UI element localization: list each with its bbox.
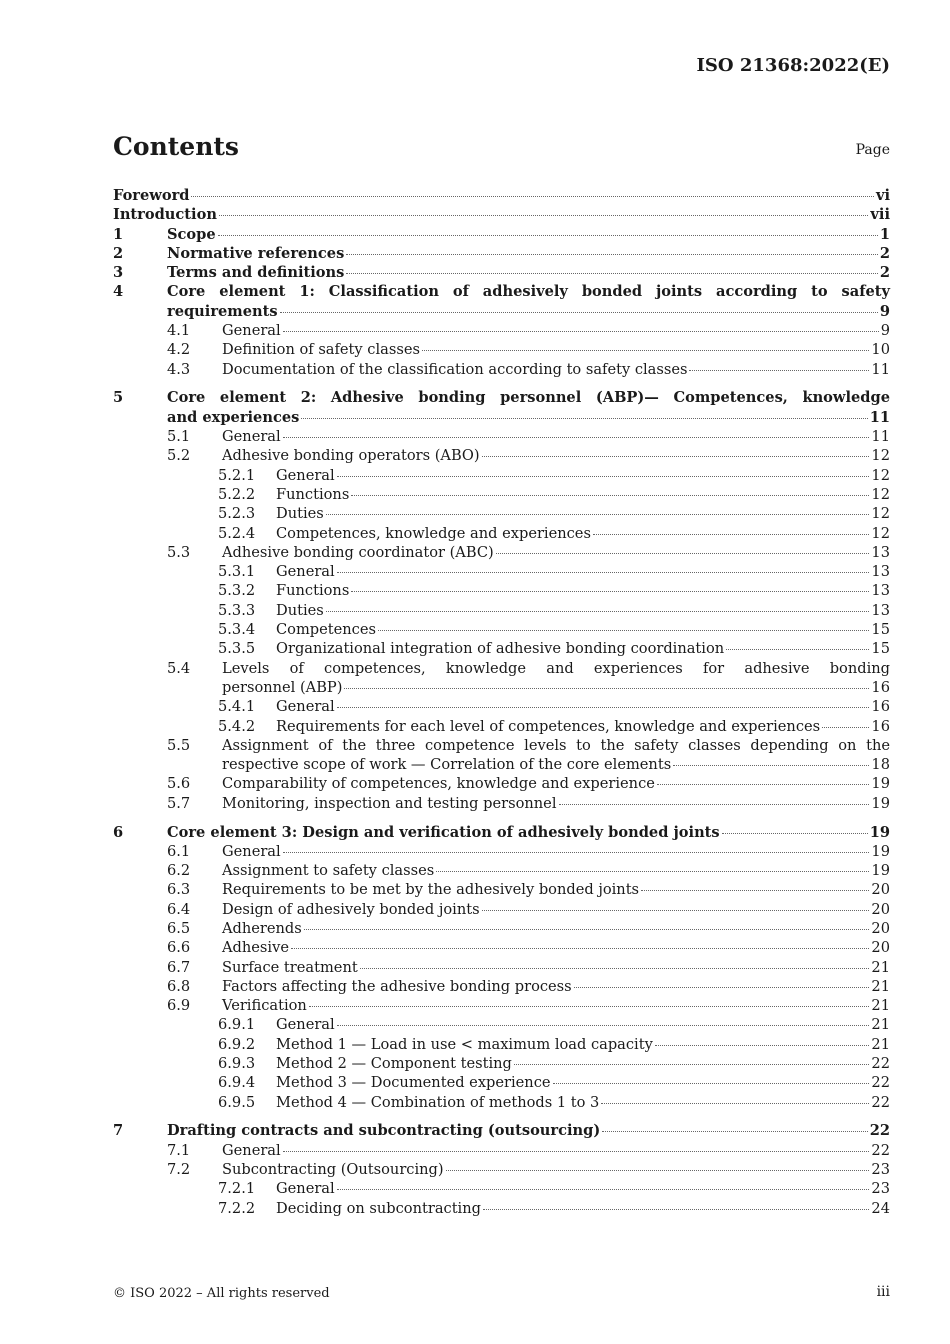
toc-entry[interactable] xyxy=(113,1073,890,1092)
toc-entry[interactable] xyxy=(113,1160,890,1179)
toc-entry[interactable] xyxy=(113,938,890,957)
toc-entry-title: Competences, knowledge and experiences xyxy=(276,524,591,542)
toc-entry-page: 21 xyxy=(871,958,890,976)
toc-entry-title: personnel (ABP) xyxy=(222,678,343,696)
toc-entry-title: Organizational integration of adhesive bonding coordination xyxy=(276,640,725,658)
toc-entry-page: 13 xyxy=(871,563,890,581)
toc-entry-page: 22 xyxy=(871,1093,890,1111)
toc-entry-number: 5.5 xyxy=(167,736,191,754)
toc-entry[interactable] xyxy=(113,717,890,736)
toc-entry[interactable] xyxy=(113,1035,890,1054)
toc-entry[interactable] xyxy=(113,620,890,639)
toc-entry-page: vii xyxy=(870,206,890,224)
toc-entry-page: 15 xyxy=(871,640,890,658)
toc-entry-title-line: Assignment of the three competence levels to the safety classes depending on the xyxy=(222,736,890,754)
toc-entry-title: Duties xyxy=(276,505,324,523)
toc-entry-number: 1 xyxy=(113,225,124,243)
toc-entry-page: 16 xyxy=(871,678,890,696)
toc-entry-page: 13 xyxy=(871,582,890,600)
dot-leader xyxy=(283,852,870,853)
toc-entry-title: Adhesive xyxy=(222,939,289,957)
dot-leader xyxy=(291,948,869,949)
toc-entry-number: 5.3.4 xyxy=(218,621,256,639)
toc-entry-title: Deciding on subcontracting xyxy=(276,1199,481,1217)
toc-entry-title: Scope xyxy=(167,225,216,243)
toc-entry-title: Comparability of competences, knowledge and experience xyxy=(222,775,655,793)
toc-entry-page: 13 xyxy=(871,601,890,619)
toc-entry[interactable] xyxy=(113,919,890,938)
toc-entry-page: 20 xyxy=(871,900,890,918)
toc-entry-page: 19 xyxy=(871,775,890,793)
toc-entry-number: 6.2 xyxy=(167,862,191,880)
dot-leader xyxy=(337,572,870,573)
toc-entry[interactable] xyxy=(113,823,890,842)
toc-entry-title: Functions xyxy=(276,582,350,600)
toc-entry-title: Drafting contracts and subcontracting (outsourcing) xyxy=(167,1122,601,1140)
toc-entry-number: 6.5 xyxy=(167,919,191,937)
toc-entry-title: Foreword xyxy=(113,187,190,204)
dot-leader xyxy=(601,1103,869,1104)
toc-entry[interactable] xyxy=(113,861,890,880)
toc-entry[interactable] xyxy=(113,504,890,523)
dot-leader xyxy=(283,437,870,438)
dot-leader xyxy=(326,611,870,612)
page-title: Contents xyxy=(113,132,240,161)
toc-entry-number: 5.2.4 xyxy=(218,524,256,542)
dot-leader xyxy=(337,1189,870,1190)
toc-entry-page: 15 xyxy=(871,621,890,639)
dot-leader xyxy=(304,929,870,930)
toc-entry[interactable] xyxy=(113,427,890,446)
page-number: iii xyxy=(876,1284,890,1300)
toc-entry-page: 23 xyxy=(871,1180,890,1198)
toc-entry[interactable] xyxy=(113,697,890,716)
toc-entry-page: 22 xyxy=(871,1055,890,1073)
dot-leader xyxy=(219,215,868,216)
toc-entry-page: 24 xyxy=(871,1199,890,1217)
dot-leader xyxy=(337,707,870,708)
toc-entry[interactable] xyxy=(113,562,890,581)
toc-entry-title: Definition of safety classes xyxy=(222,341,420,359)
toc-entry-title: Assignment to safety classes xyxy=(222,862,435,880)
dot-leader xyxy=(574,987,870,988)
dot-leader xyxy=(726,649,869,650)
dot-leader xyxy=(482,456,870,457)
toc-entry-title: General xyxy=(276,1016,335,1034)
toc-entry[interactable] xyxy=(113,774,890,793)
dot-leader xyxy=(378,630,869,631)
toc-entry-page: 16 xyxy=(871,698,890,716)
toc-entry-page: 12 xyxy=(871,524,890,542)
toc-entry-number: 6.3 xyxy=(167,881,191,899)
toc-entry-number: 5.3.3 xyxy=(218,601,256,619)
dot-leader xyxy=(553,1083,870,1084)
toc-entry-number: 5.1 xyxy=(167,428,191,446)
toc-entry-page: 12 xyxy=(871,466,890,484)
toc-entry-number: 7.1 xyxy=(167,1141,191,1159)
toc-entry-number: 7 xyxy=(113,1122,124,1140)
toc-entry-page: 22 xyxy=(871,1141,890,1159)
document-id: ISO 21368:2022(E) xyxy=(696,55,890,76)
toc-entry[interactable] xyxy=(113,794,890,813)
toc-entry-number: 6.9.2 xyxy=(218,1035,256,1053)
toc-entry-title: Normative references xyxy=(167,244,345,262)
toc-entry-number: 5.7 xyxy=(167,794,191,812)
toc-entry[interactable] xyxy=(113,977,890,996)
toc-entry-page: 16 xyxy=(871,717,890,735)
dot-leader xyxy=(436,871,869,872)
dot-leader xyxy=(689,370,869,371)
dot-leader xyxy=(280,312,878,313)
toc-entry-title: Verification xyxy=(222,997,307,1015)
toc-entry[interactable] xyxy=(113,1121,890,1140)
toc-entry-number: 5.4.2 xyxy=(218,717,256,735)
toc-entry[interactable] xyxy=(113,842,890,861)
toc-entry-title: Introduction xyxy=(113,206,217,224)
toc-entry-number: 4.3 xyxy=(167,360,191,378)
toc-entry-number: 5.3.2 xyxy=(218,582,256,600)
toc-entry[interactable] xyxy=(113,244,890,263)
toc-entry-number: 6.1 xyxy=(167,842,191,860)
toc-entry-page: 20 xyxy=(871,939,890,957)
toc-entry[interactable] xyxy=(113,601,890,620)
toc-entry[interactable] xyxy=(113,1015,890,1034)
toc-entry-number: 4 xyxy=(113,283,124,301)
toc-entry[interactable] xyxy=(113,446,890,465)
toc-entry-page: 11 xyxy=(871,360,890,378)
toc-entry-page: 13 xyxy=(871,543,890,561)
toc-entry-number: 5.3.1 xyxy=(218,563,256,581)
toc-entry[interactable] xyxy=(113,736,890,775)
toc-entry-number: 6.6 xyxy=(167,939,191,957)
dot-leader xyxy=(483,1209,869,1210)
dot-leader xyxy=(422,350,869,351)
toc-entry-title: General xyxy=(222,428,281,446)
toc-entry-number: 5.4.1 xyxy=(218,698,256,716)
dot-leader xyxy=(337,1025,870,1026)
toc-entry-number: 6.4 xyxy=(167,900,191,918)
toc-entry[interactable] xyxy=(113,880,890,899)
toc-entry-number: 3 xyxy=(113,264,124,282)
toc-entry-number: 6.9.5 xyxy=(218,1093,256,1111)
dot-leader xyxy=(722,833,868,834)
toc-entry-title: Surface treatment xyxy=(222,958,358,976)
toc-entry[interactable] xyxy=(113,900,890,919)
toc-entry-title: General xyxy=(222,322,281,340)
toc-entry[interactable] xyxy=(113,340,890,359)
toc-entry-title: Adhesive bonding operators (ABO) xyxy=(222,447,480,465)
toc-entry-title: Adhesive bonding coordinator (ABC) xyxy=(222,543,494,561)
toc-entry-number: 6.9.4 xyxy=(218,1074,256,1092)
dot-leader xyxy=(346,254,878,255)
toc-entry-title: requirements xyxy=(167,302,278,320)
toc-entry[interactable] xyxy=(113,388,890,427)
toc-entry[interactable] xyxy=(113,524,890,543)
toc-entry-number: 6.8 xyxy=(167,977,191,995)
toc-entry-page: 18 xyxy=(871,756,890,774)
toc-entry-title: Adherends xyxy=(222,919,302,937)
dot-leader xyxy=(283,1151,870,1152)
dot-leader xyxy=(657,784,870,785)
toc-entry-number: 6.9.3 xyxy=(218,1055,256,1073)
toc-entry-number: 6.9.1 xyxy=(218,1016,256,1034)
toc-entry-number: 4.1 xyxy=(167,322,191,340)
toc-entry[interactable] xyxy=(113,543,890,562)
dot-leader xyxy=(559,804,870,805)
toc-entry-page: 20 xyxy=(871,881,890,899)
toc-entry-page: 20 xyxy=(871,919,890,937)
toc-entry[interactable] xyxy=(113,466,890,485)
toc-entry[interactable] xyxy=(113,996,890,1015)
dot-leader xyxy=(351,495,869,496)
toc-entry-number: 5.2.1 xyxy=(218,466,256,484)
toc-entry-title: Terms and definitions xyxy=(167,264,345,282)
toc-entry-title: Design of adhesively bonded joints xyxy=(222,900,480,918)
toc-entry-page: 21 xyxy=(871,1035,890,1053)
toc-entry-title: Requirements to be met by the adhesively bonded joints xyxy=(222,881,640,899)
toc-entry[interactable] xyxy=(113,485,890,504)
dot-leader xyxy=(301,418,867,419)
dot-leader xyxy=(602,1131,867,1132)
toc-entry-title-line: Core element 2: Adhesive bonding personnel (ABP)— Competences, knowledge xyxy=(167,389,890,407)
toc-entry-page: 22 xyxy=(871,1074,890,1092)
toc-entry-title: General xyxy=(222,1141,281,1159)
toc-entry-number: 5.2.3 xyxy=(218,505,256,523)
toc-entry-number: 5.3 xyxy=(167,543,191,561)
dot-leader xyxy=(283,331,879,332)
toc-entry-page: 2 xyxy=(879,264,890,282)
toc-entry[interactable] xyxy=(113,205,890,224)
toc-entry[interactable] xyxy=(113,360,890,379)
toc-entry-title: and experiences xyxy=(167,408,300,426)
dot-leader xyxy=(496,553,870,554)
dot-leader xyxy=(482,910,870,911)
toc-entry-number: 7.2.2 xyxy=(218,1199,256,1217)
dot-leader xyxy=(218,235,878,236)
toc-entry-number: 4.2 xyxy=(167,341,191,359)
toc-entry-title-line: Levels of competences, knowledge and experiences for adhesive bonding xyxy=(222,659,890,677)
toc-entry-title: Core element 3: Design and verification of adhesively bonded joints xyxy=(167,823,720,841)
toc-entry-page: 21 xyxy=(871,997,890,1015)
page-column-label: Page xyxy=(855,142,890,158)
toc-entry[interactable] xyxy=(113,1093,890,1112)
toc-entry-number: 5.4 xyxy=(167,659,191,677)
toc-entry-title: Method 2 — Component testing xyxy=(276,1055,512,1073)
toc-entry-title-line: Core element 1: Classification of adhesively bonded joints according to safety xyxy=(167,283,890,301)
toc-entry[interactable] xyxy=(113,263,890,282)
toc-entry-title: Method 4 — Combination of methods 1 to 3 xyxy=(276,1093,600,1111)
toc-entry-page: 1 xyxy=(879,225,890,243)
dot-leader xyxy=(822,727,869,728)
dot-leader xyxy=(655,1045,870,1046)
toc-entry-number: 5.3.5 xyxy=(218,640,256,658)
toc-entry-number: 5.2 xyxy=(167,447,191,465)
toc-entry-title: General xyxy=(276,563,335,581)
dot-leader xyxy=(593,534,869,535)
dot-leader xyxy=(191,196,874,197)
toc-entry-number: 7.2 xyxy=(167,1161,191,1179)
toc-entry-page: 19 xyxy=(871,842,890,860)
toc-entry[interactable] xyxy=(113,1054,890,1073)
toc-entry[interactable] xyxy=(113,321,890,340)
dot-leader xyxy=(673,765,869,766)
toc-entry-title: Factors affecting the adhesive bonding process xyxy=(222,977,572,995)
toc-entry-number: 5 xyxy=(113,389,124,407)
toc-entry[interactable] xyxy=(113,581,890,600)
toc-entry-page: 21 xyxy=(871,1016,890,1034)
toc-entry-title: respective scope of work — Correlation of the core elements xyxy=(222,756,672,774)
dot-leader xyxy=(641,890,869,891)
toc-entry[interactable] xyxy=(113,1199,890,1218)
toc-entry-page: 9 xyxy=(879,302,890,320)
toc-entry-number: 2 xyxy=(113,244,124,262)
toc-entry-title: Functions xyxy=(276,485,350,503)
dot-leader xyxy=(446,1170,870,1171)
toc-entry[interactable] xyxy=(113,659,890,698)
dot-leader xyxy=(346,273,877,274)
toc-entry[interactable] xyxy=(113,282,890,321)
dot-leader xyxy=(351,591,869,592)
toc-entry-title: General xyxy=(222,842,281,860)
toc-entry-title: Competences xyxy=(276,621,376,639)
toc-entry[interactable] xyxy=(113,225,890,244)
toc-entry-number: 7.2.1 xyxy=(218,1180,256,1198)
toc-entry-page: 19 xyxy=(871,862,890,880)
toc-entry-page: vi xyxy=(875,187,890,204)
toc-entry-page: 19 xyxy=(869,823,890,841)
toc-entry[interactable] xyxy=(113,958,890,977)
dot-leader xyxy=(514,1064,870,1065)
toc-entry-title: Method 1 — Load in use < maximum load capacity xyxy=(276,1035,653,1053)
toc-entry-number: 5.2.2 xyxy=(218,485,256,503)
toc-entry-number: 6.7 xyxy=(167,958,191,976)
toc-entry-title: Requirements for each level of competences, knowledge and experiences xyxy=(276,717,821,735)
toc-entry-title: Documentation of the classification according to safety classes xyxy=(222,360,688,378)
toc-entry-title: General xyxy=(276,1180,335,1198)
dot-leader xyxy=(309,1006,870,1007)
toc-entry-page: 23 xyxy=(871,1161,890,1179)
toc-entry-page: 12 xyxy=(871,447,890,465)
toc-entry-page: 9 xyxy=(880,322,890,340)
toc-entry-page: 21 xyxy=(871,977,890,995)
toc-entry-title: General xyxy=(276,698,335,716)
toc-entry-number: 6 xyxy=(113,823,124,841)
toc-entry-number: 5.6 xyxy=(167,775,191,793)
toc-entry-page: 11 xyxy=(871,428,890,446)
toc-entry[interactable] xyxy=(113,639,890,658)
toc-entry-title: Monitoring, inspection and testing personnel xyxy=(222,794,557,812)
toc-entry-title: Method 3 — Documented experience xyxy=(276,1074,551,1092)
toc-entry-page: 22 xyxy=(869,1122,890,1140)
toc-entry-number: 6.9 xyxy=(167,997,191,1015)
copyright-notice: © ISO 2022 – All rights reserved xyxy=(113,1286,330,1301)
toc-entry-page: 12 xyxy=(871,505,890,523)
toc-entry[interactable] xyxy=(113,1141,890,1160)
toc-entry-page: 2 xyxy=(879,244,890,262)
toc-entry-title: Duties xyxy=(276,601,324,619)
toc-entry-title: General xyxy=(276,466,335,484)
dot-leader xyxy=(360,968,870,969)
toc-entry[interactable] xyxy=(113,1179,890,1198)
toc-entry-page: 10 xyxy=(871,341,890,359)
dot-leader xyxy=(326,514,870,515)
toc-entry-title: Subcontracting (Outsourcing) xyxy=(222,1161,444,1179)
dot-leader xyxy=(337,476,870,477)
toc-entry-page: 12 xyxy=(871,485,890,503)
dot-leader xyxy=(344,688,869,689)
table-of-contents xyxy=(113,186,890,1218)
toc-entry-page: 11 xyxy=(869,408,890,426)
toc-entry-page: 19 xyxy=(871,794,890,812)
toc-entry[interactable] xyxy=(113,186,890,205)
